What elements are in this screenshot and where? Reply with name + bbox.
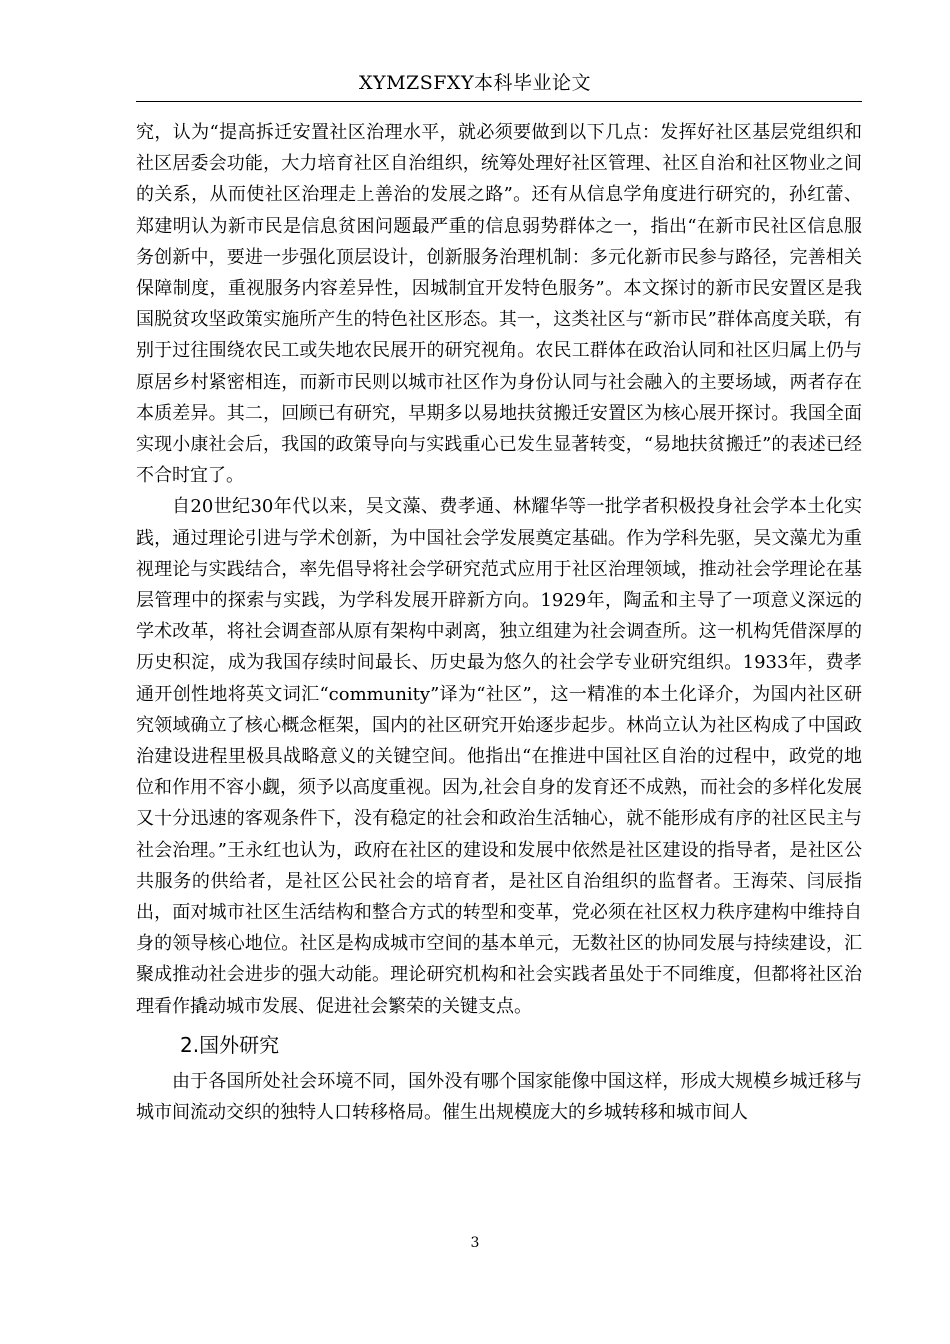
body-paragraph-3: 由于各国所处社会环境不同，国外没有哪个国家能像中国这样，形成大规模乡城迁移与城市间流动交织的独特人口转移格局。催生出规模庞大的乡城转移和城市间人 — [136, 1070, 862, 1124]
body-paragraph-2: 自20世纪30年代以来，吴文藻、费孝通、林耀华等一批学者积极投身社会学本土化实践，通过理论引进与学术创新，为中国社会学发展奠定基础。作为学科先驱，吴文藻尤为重视理论与实践结合，率先倡导将社会学研究范式应用于社区治理领域，推动社会学理论在基层管理中的探索与实践，为学科发展开辟新方向。1929年，陶孟和主导了一项意义深远的学术改革，将社会调查部从原有架构中剥离，独立组建为社会调查所。这一机构凭借深厚的历史积淀，成为我国存续时间最长、历史最为悠久的社会学专业研究组织。1933年，费孝通开创性地将英文词汇“community”译为“社区”，这一精准的本土化译介，为国内社区研究领域确立了核心概念框架，国内的社区研究开始逐步起步。林尚立认为社区构成了中国政治建设进程里极具战略意义的关键空间。他指出“在推进中国社区自治的过程中，政党的地位和作用不容小觑，须予以高度重视。因为,社会自身的发育还不成熟，而社会的多样化发展又十分迅速的客观条件下，没有稳定的社会和政治生活轴心，就不能形成有序的社区民主与社会治理。”王永红也认为，政府在社区的建设和发展中依然是社区建设的指导者，是社区公共服务的供给者，是社区公民社会的培育者，是社区自治组织的监督者。王海荣、闫辰指出，面对城市社区生活结构和整合方式的转型和变革，党必须在社区权力秩序建构中维持自身的领导核心地位。社区是构成城市空间的基本单元，无数社区的协同发展与持续建设，汇聚成推动社会进步的强大动能。理论研究机构和社会实践者虽处于不同维度，但都将社区治理看作撬动城市发展、促进社会繁荣的关键支点。 — [136, 496, 862, 1017]
body-paragraph-1: 究，认为“提高拆迁安置社区治理水平，就必须要做到以下几点：发挥好社区基层党组织和社区居委会功能，大力培育社区自治组织，统筹处理好社区管理、社区自治和社区物业之间的关系，从而使社区治理走上善治的发展之路”。还有从信息学角度进行研究的，孙红蕾、郑建明认为新市民是信息贫困问题最严重的信息弱势群体之一，指出“在新市民社区信息服务创新中，要进一步强化顶层设计，创新服务治理机制：多元化新市民参与路径，完善相关保障制度，重视服务内容差异性，因城制宜开发特色服务”。本文探讨的新市民安置区是我国脱贫攻坚政策实施所产生的特色社区形态。其一，这类社区与“新市民”群体高度关联，有别于过往围绕农民工或失地农民展开的研究视角。农民工群体在政治认同和社区归属上仍与原居乡村紧密相连，而新市民则以城市社区作为身份认同与社会融入的主要场域，两者存在本质差异。其二，回顾已有研究，早期多以易地扶贫搬迁安置区为核心展开探讨。我国全面实现小康社会后，我国的政策导向与实践重心已发生显著转变，“易地扶贫搬迁”的表述已经不合时宜了。 — [136, 122, 862, 487]
header-divider — [136, 101, 862, 102]
section-heading: 2.国外研究 — [180, 1032, 280, 1057]
page-number: 3 — [470, 1235, 480, 1251]
page-header-title: XYMZSFXY本科毕业论文 — [359, 72, 591, 94]
page-body — [136, 117, 862, 1128]
